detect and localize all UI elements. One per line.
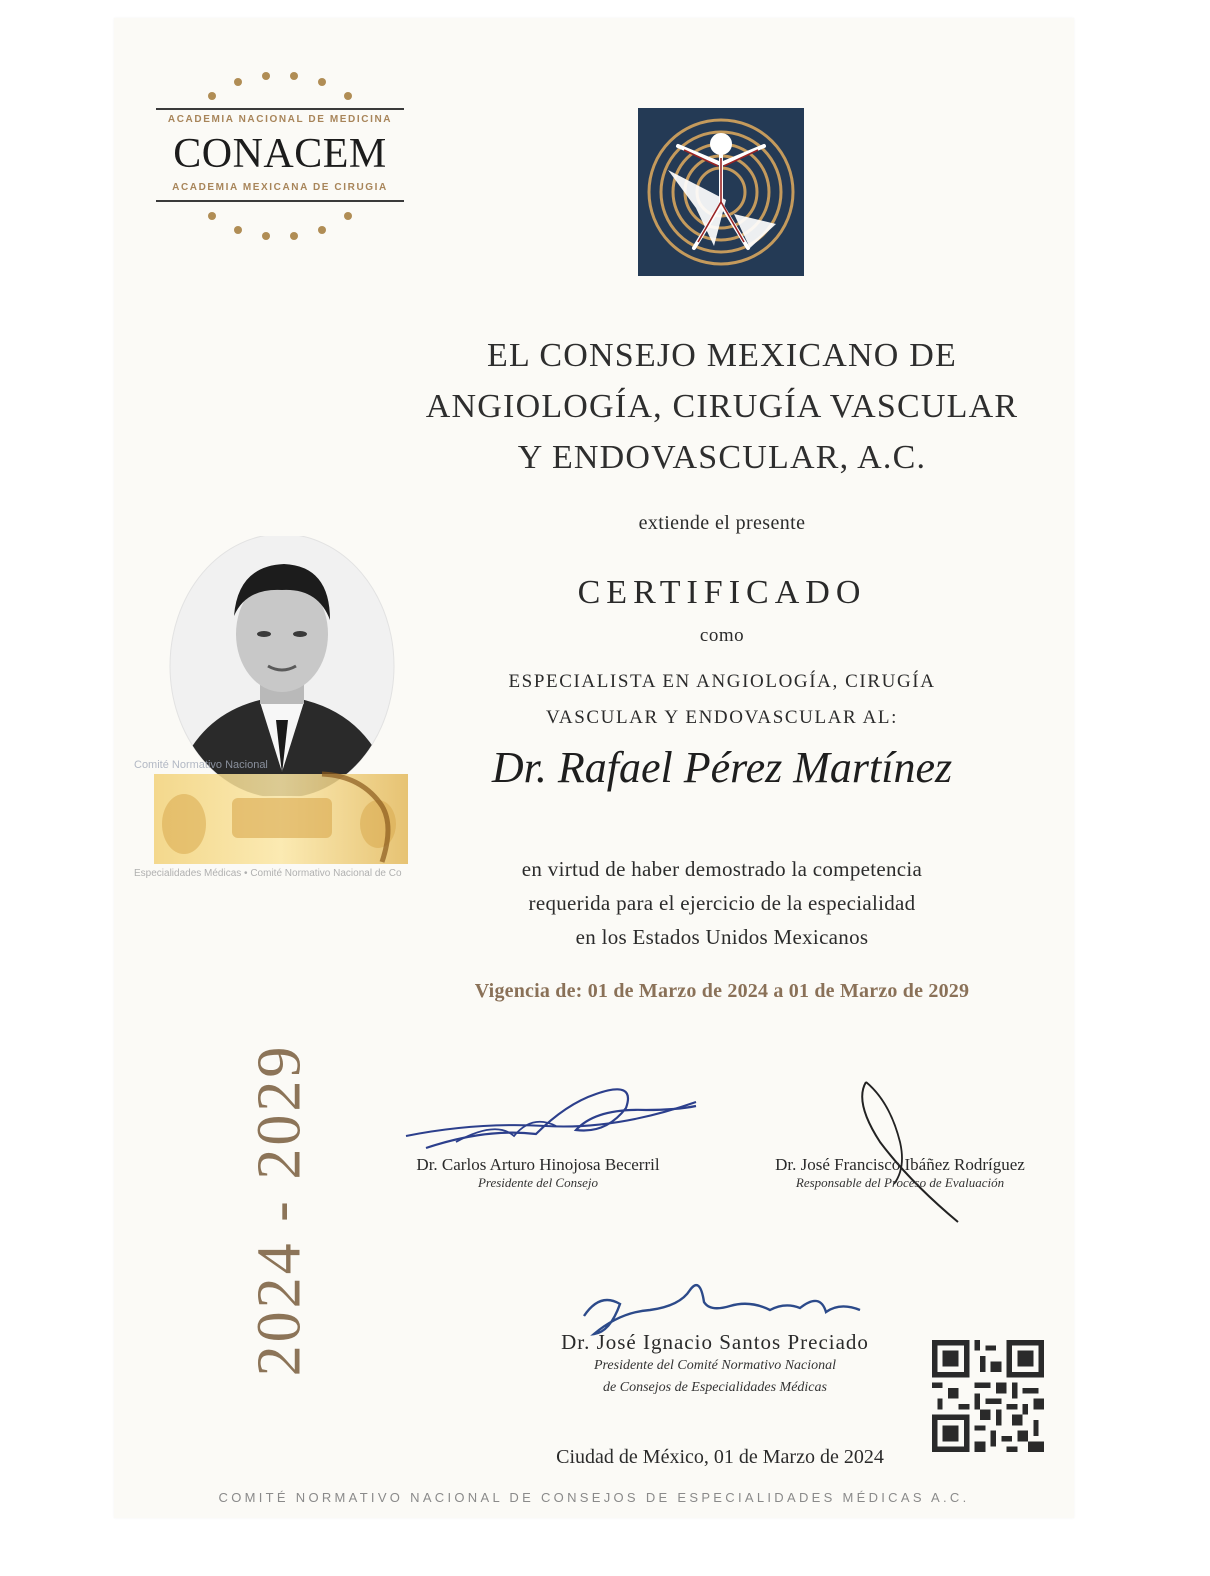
logo-bottom-text: ACADEMIA MEXICANA DE CIRUGIA — [172, 182, 388, 193]
logo-top-text: ACADEMIA NACIONAL DE MEDICINA — [167, 114, 393, 125]
logo-dot — [318, 226, 326, 234]
logo-dot — [234, 226, 242, 234]
signer-role: Presidente del Consejo — [477, 1175, 599, 1190]
logo-rule — [156, 108, 404, 110]
logo-dot — [262, 232, 270, 240]
signer-role: Responsable del Proceso de Evaluación — [795, 1175, 1005, 1190]
specialty-line-2: VASCULAR Y ENDOVASCULAR AL: — [546, 707, 898, 728]
validity-years-vertical — [180, 1020, 380, 1400]
certificate-heading: CERTIFICADO — [577, 574, 867, 611]
signer-role-line-2: de Consejos de Especialidades Médicas — [603, 1380, 827, 1395]
council-title — [380, 330, 1064, 483]
signer-name: Dr. Carlos Arturo Hinojosa Becerril — [416, 1155, 660, 1174]
logo-name: CONACEM — [173, 131, 387, 177]
signer-name: Dr. José Francisco Ibáñez Rodríguez — [775, 1155, 1025, 1174]
council-emblem-logo — [638, 108, 804, 276]
como-text: como — [699, 625, 745, 646]
signature-block-president — [398, 1155, 678, 1191]
validity-years-text: 2024 - 2029 — [245, 1043, 314, 1377]
competence-line-1: en virtud de haber demostrado la competencia — [521, 857, 923, 881]
signature-block-evaluation — [758, 1155, 1042, 1191]
logo-dot — [208, 212, 216, 220]
title-line-3: Y ENDOVASCULAR, A.C. — [517, 439, 927, 476]
logo-dot — [208, 92, 216, 100]
competence-line-3: en los Estados Unidos Mexicanos — [575, 925, 869, 949]
logo-dot — [318, 78, 326, 86]
recipient-name: Dr. Rafael Pérez Martínez — [491, 743, 953, 792]
title-line-1: EL CONSEJO MEXICANO DE — [487, 337, 957, 374]
specialty-text — [380, 664, 1064, 736]
logo-dot — [290, 232, 298, 240]
logo-dot — [344, 212, 352, 220]
signer-role-line-1: Presidente del Comité Normativo Nacional — [593, 1358, 837, 1373]
seal-text-top: Comité Normativo Nacional — [134, 759, 268, 771]
seal-text-bottom: Especialidades Médicas • Comité Normativo Nacional de Co — [134, 868, 402, 879]
logo-rule — [156, 200, 404, 202]
extiende-text: extiende el presente — [638, 512, 806, 534]
signature-block-committee — [500, 1330, 930, 1399]
logo-dot — [234, 78, 242, 86]
title-line-2: ANGIOLOGÍA, CIRUGÍA VASCULAR — [425, 388, 1019, 425]
footer-committee: COMITÉ NORMATIVO NACIONAL DE CONSEJOS DE ESPECIALIDADES MÉDICAS A.C. — [218, 1490, 970, 1505]
signer-name: Dr. José Ignacio Santos Preciado — [561, 1330, 869, 1354]
competence-line-2: requerida para el ejercicio de la especialidad — [528, 891, 916, 915]
qr-code-icon — [932, 1340, 1044, 1452]
logo-dot — [344, 92, 352, 100]
issue-place-date: Ciudad de México, 01 de Marzo de 2024 — [556, 1446, 884, 1468]
logo-dot — [290, 72, 298, 80]
competence-text — [380, 852, 1064, 954]
validity-period: Vigencia de: 01 de Marzo de 2024 a 01 de Marzo de 2029 — [474, 980, 970, 1002]
logo-dot — [262, 72, 270, 80]
conacem-logo — [156, 64, 406, 244]
specialty-line-1: ESPECIALISTA EN ANGIOLOGÍA, CIRUGÍA — [508, 671, 936, 692]
